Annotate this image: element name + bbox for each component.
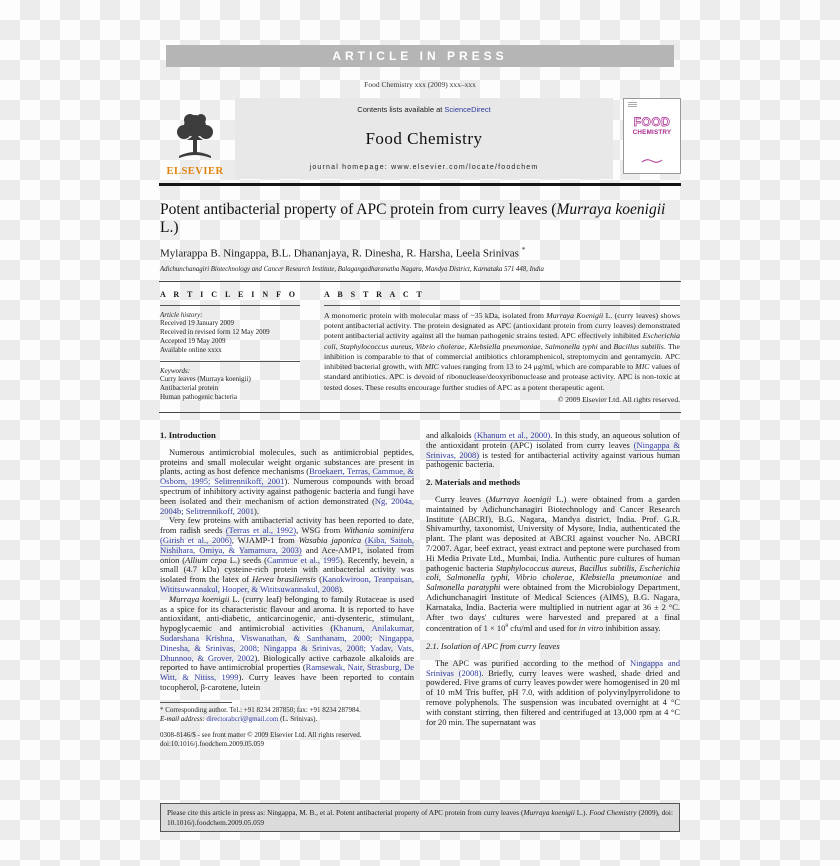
elsevier-tree-icon	[169, 110, 221, 166]
article-info-column	[160, 290, 300, 404]
citation-link[interactable]: (Girish et al., 2006)	[160, 535, 232, 545]
text-segment: L.).	[574, 808, 590, 817]
text-segment: Murraya koenigii	[488, 494, 552, 505]
left-column	[160, 431, 414, 750]
text-segment: L.)	[160, 219, 179, 236]
text-segment: Bacillus subtilis	[613, 341, 664, 351]
text-segment: ). Recently, hevein, a small (4.7 kDa) cysteine-rich protein with antibacterial activity was isolated from the latex of	[160, 554, 414, 585]
footnote-rule	[160, 702, 232, 703]
text-segment: cfu/ml and used for	[508, 623, 579, 634]
text-segment: Salmonella paratyphi	[426, 582, 501, 593]
article-in-press-banner: ARTICLE IN PRESS	[166, 45, 674, 67]
body-text	[160, 431, 680, 750]
text-segment: Staphylococcus aureus, Bacillus subtilis, Escherichia coli, Salmonella typhi, Vibrio cholerae, Klebsiella pneumoniae	[426, 562, 681, 583]
right-column	[426, 431, 680, 750]
text-segment: Wasabia japonica	[298, 535, 362, 545]
author-list	[160, 246, 680, 260]
article-history-label: Article history:	[160, 310, 203, 319]
paragraph	[426, 659, 680, 728]
cover-title-food: FOOD	[633, 115, 671, 129]
citation-link[interactable]: Ningappa and Srinivas (2008)	[426, 657, 680, 678]
article-title	[160, 201, 680, 237]
abstract-divider-rule	[159, 412, 681, 413]
citation-link[interactable]: (Terras et al., 1992)	[225, 525, 297, 536]
header-divider-rule	[159, 183, 681, 186]
citation-link[interactable]: Cammue et al., 1995	[266, 554, 340, 565]
corresponding-author-note: * Corresponding author. Tel.: +91 8234 287850; fax: +91 8234 287984.	[160, 705, 361, 714]
citation-link[interactable]: Khanum, Anilakumar, Sudarshana Krishna, Viswanathan, & Santhanam, 2000; Ningappa, Dinesha, & Srinivas, 2008; Ningappa & Srinivas, 2008; Yadav, Vats, Dhunnoo, & Grover, 2002	[160, 623, 414, 663]
text-segment: The APC was purified according to the method of	[435, 657, 630, 668]
text-segment: Allium cepa	[185, 554, 227, 565]
text-segment: L.) seeds (	[226, 554, 267, 565]
text-segment: Murraya koenigii	[556, 201, 666, 218]
text-segment: A monomeric protein with molecular mass of ~35 kDa, isolated from	[324, 310, 547, 320]
text-segment: Hevea brasiliensis	[252, 574, 317, 585]
footnote-block	[160, 702, 414, 724]
info-rule-middle	[160, 361, 300, 362]
article-info-heading: A R T I C L E I N F O	[160, 289, 298, 299]
paper-page	[155, 38, 685, 834]
text-segment: Please cite this article in press as: Ningappa, M. B., et al. Potent antibacterial property of APC protein from curry leaves (	[167, 808, 524, 817]
list-line: Accepted 19 May 2009	[160, 336, 226, 345]
text-segment: and Ace-AMP1, isolated from onion (	[160, 544, 415, 565]
text-segment: and	[661, 572, 680, 583]
contents-line	[357, 105, 490, 114]
text-segment: Withania sominifera	[343, 525, 415, 536]
list-line: Available online xxxx	[160, 345, 222, 354]
email-label: E-mail address:	[160, 714, 205, 723]
journal-homepage-link[interactable]: journal homepage: www.elsevier.com/locate/foodchem	[309, 164, 539, 171]
email-link[interactable]: directorabcri@gmail.com	[206, 714, 279, 723]
journal-reference-line: Food Chemistry xxx (2009) xxx–xxx	[364, 80, 476, 89]
text-segment: Murraya koenigii	[523, 808, 575, 817]
article-history-list	[160, 319, 300, 355]
text-segment: MIC	[635, 362, 650, 372]
sciencedirect-link[interactable]: ScienceDirect	[444, 105, 491, 114]
contents-prefix: Contents lists available at	[357, 105, 445, 114]
citation-link[interactable]: Broekaert, Terras, Cammue, & Osborn, 1995; Selitrennikoff, 2001	[160, 466, 414, 487]
cover-corner-text	[628, 102, 637, 108]
title-divider-rule	[159, 281, 681, 282]
text-segment: ).	[254, 505, 260, 516]
text-segment: L. (curry leaf) belonging to family Rutaceae is used as a spice for its characteristic flavour and aroma. It is reported to have antioxidant, anti-diabetic, anticarcinogenic, anti-dysenteric, stimulant, hypoglycaemic and antimicrobial activities (	[160, 593, 415, 634]
paragraph	[160, 516, 414, 594]
meta-section	[160, 290, 680, 404]
list-line: Received 19 January 2009	[160, 318, 235, 327]
citation-link[interactable]: Ramsewak, Nair, Strasburg, De Witt, & Nitiss, 1999	[160, 662, 414, 683]
text-segment: (2009), doi: 10.1016/j.foodchem.2009.05.059	[167, 808, 673, 827]
paragraph	[160, 448, 414, 517]
journal-header-box	[235, 98, 613, 179]
text-segment: , WJAMP-1 from	[231, 535, 299, 545]
list-line: Antibacterial protein	[160, 383, 219, 392]
text-segment: Curry leaves (	[435, 494, 489, 505]
text-segment: Escherichia coli, Staphylococcus aureus, Vibrio cholerae, Klebsiella pneumoniae, Salmonella typhi	[324, 331, 680, 351]
text-segment: values of standard antibiotics. APC is devoid of ribonuclease/deoxyribonuclease and protease activity. APC is non-toxic at tested doses. These results encourage further studies of APC as a potent therapeutic agent.	[324, 362, 680, 392]
citation-notice-box	[160, 803, 680, 832]
text-segment: Murraya Koenigii	[546, 310, 604, 320]
email-suffix: (L. Srinivas).	[278, 714, 318, 723]
keywords-label: Keywords:	[160, 366, 191, 375]
text-segment: . In this study, an aqueous solution of the antioxidant protein (APC) isolated from curry leaves	[426, 430, 680, 450]
text-segment: inhibition assay.	[603, 623, 661, 634]
cover-title-chemistry: CHEMISTRY	[632, 129, 672, 136]
affiliation-line: Adichunchanagiri Biotechnology and Cancer Research Institute, Balagangadharanatha Nagara, Mandya District, Karnataka 571 448, India	[160, 265, 544, 273]
text-segment: values ranging from 13 to 24 μg/ml, which are comparable to	[438, 362, 636, 372]
info-rule-top	[160, 305, 300, 306]
abstract-text	[324, 311, 680, 393]
text-segment: Mylarappa B. Ningappa, B.L. Dhananjaya, R. Dinesha, R. Harsha, Leela Srinivas	[160, 247, 522, 260]
text-segment: Food Chemistry	[589, 808, 637, 817]
citation-link[interactable]: (Khanum et al., 2000)	[474, 430, 551, 441]
isolation-subheading: 2.1. Isolation of APC from curry leaves	[426, 641, 560, 651]
abstract-rule	[324, 305, 680, 306]
text-segment: Potent antibacterial property of APC protein from curry leaves (	[160, 201, 557, 218]
citation-link[interactable]: Kanokwiroon, Teanpaisan, Wititsuwannakul, Hooper, & Wititsuwannakul, 2008	[160, 574, 414, 594]
email-note	[160, 715, 414, 724]
keywords-list	[160, 375, 300, 402]
elsevier-logo	[159, 98, 231, 179]
methods-heading: 2. Materials and methods	[426, 477, 521, 488]
text-segment: *	[521, 246, 526, 254]
text-segment: ). Numerous compounds with broad spectrum of inhibitory activity against pathogenic bacteria and fungi have been isolated and their mechanism of action demonstrated (	[160, 476, 414, 506]
issn-line: 0308-8146/$ - see front matter © 2009 Elsevier Ltd. All rights reserved.	[160, 730, 362, 739]
citation-link[interactable]: (Ningappa & Srinivas, 2008)	[426, 439, 680, 460]
list-line: Received in revised form 12 May 2009	[160, 327, 270, 336]
text-segment: ). Curry leaves have been reported to contain tocopherol, β-carotene, lutein	[160, 672, 414, 692]
doi-line: doi:10.1016/j.foodchem.2009.05.059	[160, 740, 265, 749]
list-line: Curry leaves (Murraya koenigii)	[160, 374, 251, 383]
abstract-heading: A B S T R A C T	[324, 289, 425, 299]
text-segment: Numerous antimicrobial molecules, such as antimicrobial peptides, proteins and small molecular weight organic substances are present in plants, acting as host defence mechanisms (	[160, 446, 414, 477]
text-segment: , WSG from	[296, 525, 344, 536]
text-segment: ). Biologically active carbazole alkaloids are reported to have antimicrobial properties (	[160, 652, 414, 673]
paragraph	[160, 595, 414, 693]
journal-header	[159, 98, 681, 179]
introduction-heading: 1. Introduction	[160, 430, 216, 441]
text-segment: were obtained from the Microbiology Department, Adichunchanagiri Institute of Medical Sciences (AIMS), B.G. Nagara, Karnataka, India. Bacteria were multiplied in nutrient agar at 36 ± 2 °C. After two days' cultures were harvested and prepared at a final concentration of 1 × 10	[426, 582, 680, 634]
abstract-column	[324, 290, 680, 404]
paragraph	[426, 431, 680, 470]
text-segment: Murraya koenigii	[169, 593, 230, 604]
elsevier-wordmark: ELSEVIER	[166, 166, 224, 177]
list-line: Human pathogenic bacteria	[160, 392, 237, 401]
text-segment: and alkaloids	[426, 430, 475, 441]
paragraph	[426, 495, 680, 634]
text-segment: L. (curry leaves) shows potent antibacterial activity. The protein designated as APC (antioxidant protein from curry leaves) demonstrated potent antibacterial activity against all the human pathogenic strains tested. APC effectively inhibited	[324, 310, 680, 341]
journal-cover-thumbnail	[623, 98, 681, 174]
text-segment: L.) were obtained from a garden maintained by Adichunchanagiri Biotechnology and Cancer Research Institute (ABCRI), B.G. Nagara, Mandya district, India. Prof. G.R. Shivamurthy, taxonomist, University of Mysore, India, authenticated the plant. The plant was deposited at ABCRI against voucher No. ABCRI 7/2007. Agar, beef extract, yeast extract and peptone were purchased from Hi Media Private Ltd., Mumbai, India. Authentic pure cultures of human pathogenic bacteria	[426, 494, 681, 573]
elsevier-signature-mark	[641, 157, 663, 165]
text-segment: 8	[505, 623, 509, 630]
text-segment: is tested for antibacterial activity against various human pathogenic bacteria.	[426, 449, 680, 470]
text-segment: . Briefly, curry leaves were washed, shade dried and powdered. Five grams of curry leaves powder were homogenised in 20 ml of 10 mM Tris buffer, pH 7.0, with addition of polyvinylpyrrolidone to remove polyphenols. The suspension was incubated overnight at 4 °C with constant stirring, then filtered and centrifuged at 13,000 rpm at 4 °C for 20 min. The supernatant was	[426, 667, 680, 727]
imprint-block	[160, 731, 414, 750]
text-segment: (	[316, 574, 322, 585]
citation-link[interactable]: (Kiba, Saitoh, Nishihara, Omiya, & Yamamura, 2003)	[160, 535, 414, 555]
citation-link[interactable]: Ng, 2004a, 2004b; Selitrennikoff, 2001	[160, 495, 414, 516]
journal-title: Food Chemistry	[365, 129, 483, 148]
text-segment: Very few proteins with antibacterial activity has been reported to date, from radish seeds	[160, 515, 414, 536]
text-segment: MIC	[424, 362, 439, 372]
text-segment: and	[597, 341, 614, 351]
text-segment: in vitro	[578, 623, 604, 634]
text-segment: ).	[338, 583, 344, 594]
text-segment: . The inhibition is comparable to that of commercial antibiotics chloramphenicol, streptomycin and gentamycin. APC inhibited bacterial growth, with	[324, 341, 680, 372]
abstract-copyright: © 2009 Elsevier Ltd. All rights reserved.	[557, 395, 680, 405]
